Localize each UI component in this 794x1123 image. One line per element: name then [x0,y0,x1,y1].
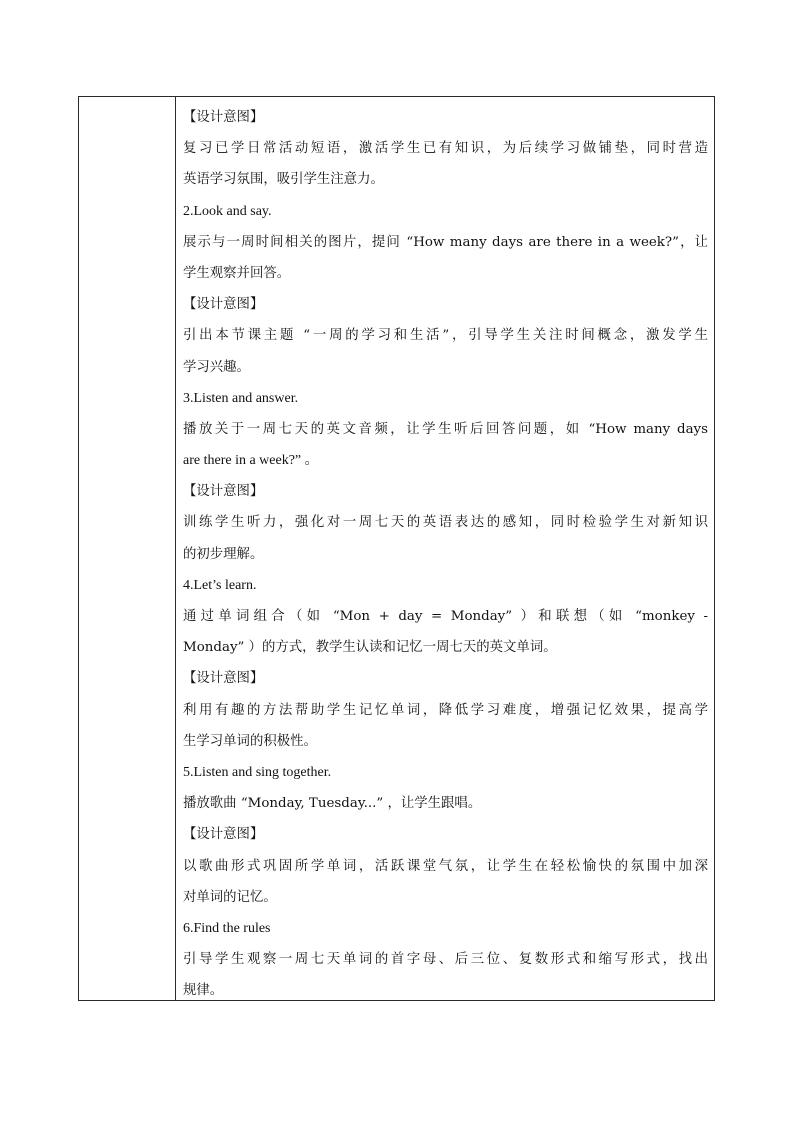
heading-design-intent: 【设计意图】 [183,827,264,843]
heading-design-intent: 【设计意图】 [183,484,264,500]
text-line: 以歌曲形式巩固所学单词，活跃课堂气氛，让学生在轻松愉快的氛围中加深 [183,858,708,874]
left-column-cell [79,97,176,1000]
text-line: 利用有趣的方法帮助学生记忆单词，降低学习难度，增强记忆效果，提高学 [183,702,708,718]
text-line: 播放关于一周七天的英文音频，让学生听后回答问题，如 “How many days [183,421,708,437]
text-line: 的初步理解。 [183,546,264,562]
text-line: are there in a week?” 。 [183,453,319,469]
text-line: 播放歌曲 “Monday, Tuesday...” ，让学生跟唱。 [183,796,482,812]
text-line: 学习兴趣。 [183,359,250,375]
text-line: 引出本节课主题 “一周的学习和生活”，引导学生关注时间概念，激发学生 [183,328,708,344]
step-title: 5.Listen and sing together. [183,764,332,780]
heading-design-intent: 【设计意图】 [183,671,264,687]
step-title: 6.Find the rules [183,920,271,936]
step-title: 4.Let’s learn. [183,577,257,593]
step-title: 2.Look and say. [183,203,272,219]
text-line: 生学习单词的积极性。 [183,733,317,749]
heading-design-intent: 【设计意图】 [183,297,264,313]
text-line: 学生观察并回答。 [183,265,291,281]
text-line: 通过单词组合（如 “Mon + day = Monday” ）和联想（如 “monkey - [183,609,708,624]
text-line: Monday” ）的方式，教学生认读和记忆一周七天的英文单词。 [183,640,557,656]
text-line: 英语学习氛围，吸引学生注意力。 [183,172,384,188]
lesson-table [78,96,715,1001]
heading-design-intent: 【设计意图】 [183,110,264,125]
text-line: 规律。 [183,983,224,999]
text-line: 复习已学日常活动短语，激活学生已有知识，为后续学习做铺垫，同时营造 [183,141,708,157]
step-title: 3.Listen and answer. [183,390,299,406]
text-line: 对单词的记忆。 [183,889,277,905]
text-line: 引导学生观察一周七天单词的首字母、后三位、复数形式和缩写形式，找出 [183,952,708,968]
content-cell [176,97,714,1000]
text-line: 展示与一周时间相关的图片，提问 “How many days are there in a week?”，让 [183,234,708,250]
text-line: 训练学生听力，强化对一周七天的英语表达的感知，同时检验学生对新知识 [183,515,708,531]
